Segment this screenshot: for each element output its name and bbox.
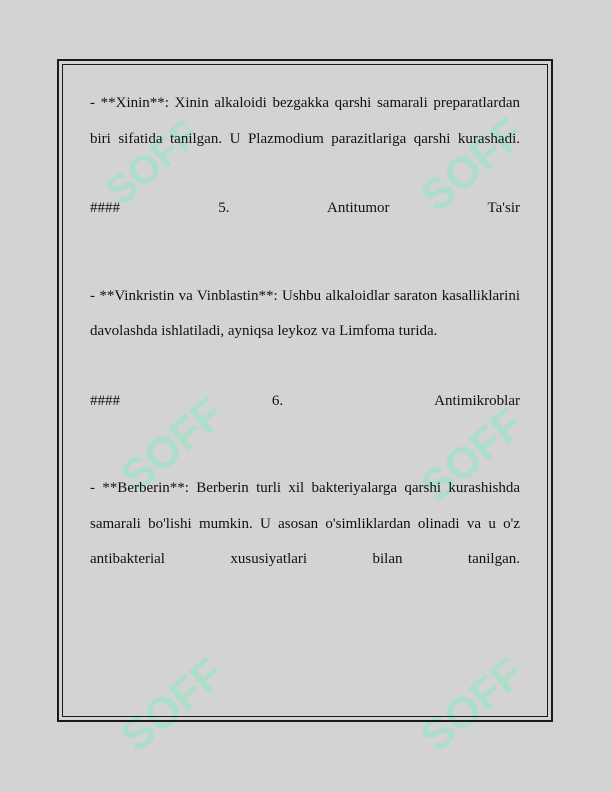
watermark-text: SOFF [411,398,534,512]
heading-antimikroblar: #### 6. Antimikroblar [90,392,520,409]
paragraph-berberin: - **Berberin**: Berberin turli xil bakteriyalarga qarshi kurashishda samarali bo'lishi mumkin. U asosan o'simliklardan olinadi va u o'z antibakterial xususiyatlari bilan tanilgan. [90,480,520,567]
paragraph-xinin: - **Xinin**: Xinin alkaloidi bezgakka qarshi samarali preparatlardan biri sifatida tanilgan. U Plazmodium parazitlariga qarshi kurashadi. [90,95,520,147]
document-body [90,86,520,578]
watermark-text: SOFF [411,648,534,762]
watermark-text: SOFF [111,648,234,762]
watermark-text: SOFF [98,111,209,214]
watermark-text: SOFF [411,108,534,222]
heading-antitumor: #### 5. Antitumor Ta'sir [90,200,520,216]
paragraph-vinkristin: - **Vinkristin va Vinblastin**: Ushbu alkaloidlar saraton kasalliklarini davolashda ishlatiladi, ayniqsa leykoz va Limfoma turida. [90,287,520,339]
watermark-text: SOFF [111,388,234,502]
